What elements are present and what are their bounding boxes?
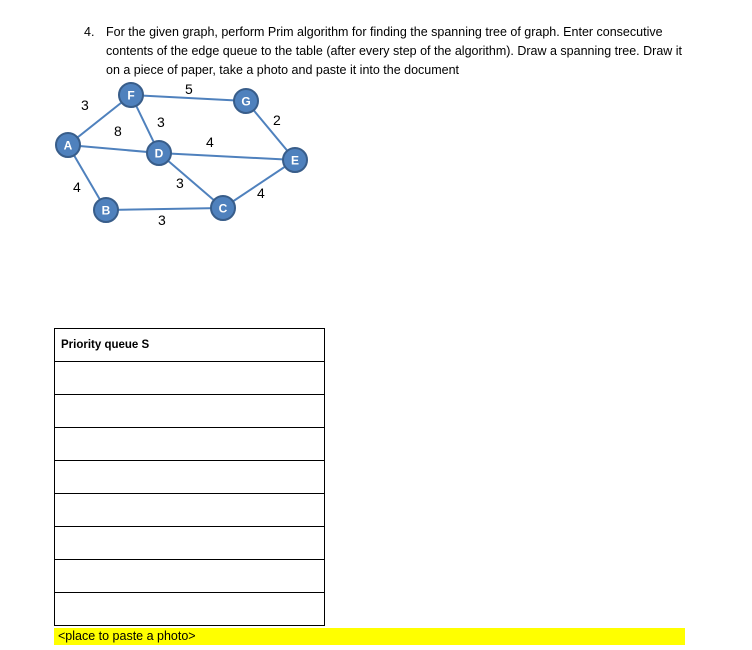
node-f-label: F	[127, 88, 135, 103]
node-e-label: E	[290, 153, 300, 168]
edge-b-c	[106, 208, 223, 210]
weight-c-e: 4	[257, 185, 265, 201]
node-b-label: B	[101, 203, 111, 218]
priority-queue-table	[54, 328, 325, 626]
node-e	[283, 148, 307, 172]
table-header: Priority queue S	[55, 329, 325, 362]
weight-d-c: 3	[176, 175, 184, 191]
node-b	[94, 198, 118, 222]
table-cell[interactable]	[55, 362, 325, 395]
weight-a-f: 3	[81, 97, 89, 113]
node-g-label: G	[241, 94, 251, 109]
edge-d-e	[159, 153, 295, 160]
weight-a-b: 4	[73, 179, 81, 195]
table-row	[55, 527, 325, 560]
table-cell[interactable]	[55, 593, 325, 626]
node-g	[234, 89, 258, 113]
table-cell[interactable]	[55, 395, 325, 428]
table-cell[interactable]	[55, 428, 325, 461]
table-cell[interactable]	[55, 461, 325, 494]
question-text: For the given graph, perform Prim algorithm for finding the spanning tree of graph. Enter consecutive contents of the edge queue to the table (after every step of the algorithm). Draw a spanning tree. Draw it on a piece of paper, take a photo and paste it into the document	[106, 25, 683, 77]
table-cell[interactable]	[55, 494, 325, 527]
weight-f-g: 5	[185, 81, 193, 97]
weight-g-e: 2	[273, 112, 281, 128]
node-f	[119, 83, 143, 107]
table-cell[interactable]	[55, 527, 325, 560]
question-number: 4.	[84, 25, 95, 39]
edge-a-d	[68, 145, 159, 153]
table-row	[55, 560, 325, 593]
paste-photo-placeholder[interactable]: <place to paste a photo>	[54, 628, 685, 645]
node-a-label: A	[63, 138, 73, 153]
weight-d-e: 4	[206, 134, 214, 150]
table-row	[55, 428, 325, 461]
table-cell[interactable]	[55, 560, 325, 593]
node-c-label: C	[218, 201, 228, 216]
table-row	[55, 494, 325, 527]
table-row	[55, 593, 325, 626]
weight-a-d: 8	[114, 123, 122, 139]
table-row	[55, 395, 325, 428]
table-row	[55, 362, 325, 395]
weight-b-c: 3	[158, 212, 166, 228]
node-d-label: D	[154, 146, 164, 161]
table-row	[55, 461, 325, 494]
weight-f-d: 3	[157, 114, 165, 130]
table-header-row	[55, 329, 325, 362]
node-a	[56, 133, 80, 157]
node-d	[147, 141, 171, 165]
node-c	[211, 196, 235, 220]
